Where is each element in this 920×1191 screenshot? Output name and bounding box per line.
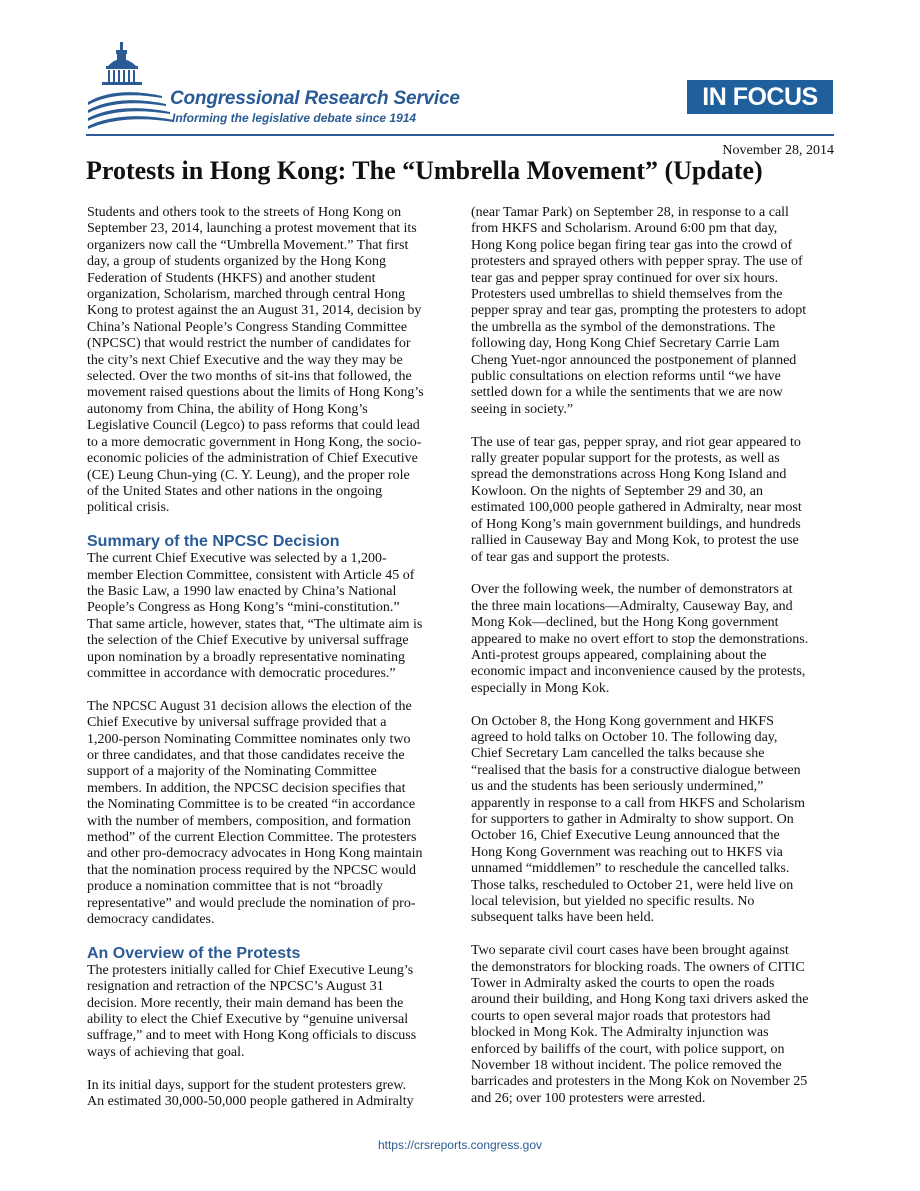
header-divider	[86, 134, 834, 136]
left-column	[87, 205, 449, 1127]
paragraph: The NPCSC August 31 decision allows the election of the Chief Executive by universal suffrage provided that a 1,200-person Nominating Committee nominates only two or three candidates, and that those candidates receive the support of a majority of the Nominating Committee members. In addition, the NPCSC decision specifies that the Nominating Committee is to be created “in accordance with the number of members, composition, and formation method” of the current Election Committee. The protesters and other pro-democracy advocates in Hong Kong maintain that the nomination process required by the NPCSC would produce a nomination committee that is not “broadly representative” and would preclude the nomination of pro- democracy candidates.	[87, 698, 423, 928]
paragraph: Two separate civil court cases have been brought against the demonstrators for blocking roads. The owners of CITIC Tower in Admiralty asked the courts to open the roads around their building, and Hong Kong taxi drivers asked the courts to open several major roads that protestors had blocked in Mong Kok. The Admiralty injunction was enforced by bailiffs of the court, with police support, on November 18 without incident. The police removed the barricades and protesters in the Mong Kok on November 25 and 26; over 100 protesters were arrested.	[471, 943, 809, 1106]
in-focus-badge: IN FOCUS	[687, 80, 833, 114]
paragraph: Students and others took to the streets of Hong Kong on September 23, 2014, launching a protest movement that its organizers now call the “Umbrella Movement.” That first day, a group of students organized by the Hong Kong Federation of Students (HKFS) and another student organization, Scholarism, marched through central Hong Kong to protest against the an August 31, 2014, decision by China’s National People’s Congress Standing Committee (NPCSC) that would restrict the number of candidates for the city’s next Chief Executive and the way they may be selected. Over the two months of sit-ins that followed, the movement raised questions about the limits of Hong Kong’s autonomy from China, the ability of Hong Kong’s Legislative Council (Legco) to pass reforms that could lead to a more democratic government in Hong Kong, the socio- economic policies of the administration of Chief Executive (CE) Leung Chun-ying (C. Y. Leung), and the proper role of the United States and other nations in the ongoing political crisis.	[87, 205, 424, 516]
capitol-dome-logo-icon	[86, 40, 176, 132]
paragraph: On October 8, the Hong Kong government and HKFS agreed to hold talks on October 10. The following day, Chief Secretary Lam cancelled the talks because she “realised that the basis for a constructive dialogue between us and the students has been seriously undermined,” apparently in response to a call from HKFS and Scholarism for supporters to gather in Admiralty to show support. On October 16, Chief Executive Leung announced that the Hong Kong Government was reaching out to HKFS via unnamed “middlemen” to reschedule the cancelled talks. Those talks, rescheduled to October 21, were held live on local television, but yielded no specific results. No subsequent talks have been held.	[471, 713, 805, 926]
paragraph: (near Tamar Park) on September 28, in response to a call from HKFS and Scholarism. Around 6:00 pm that day, Hong Kong police began firing tear gas into the crowd of protesters and sprayed others with pepper spray. The use of tear gas and pepper spray continued for over six hours. Protesters used umbrellas to shield themselves from the pepper spray and tear gas, prompting the protesters to adopt the umbrella as the symbol of the demonstrations. The following day, Hong Kong Chief Secretary Carrie Lam Cheng Yuet-ngor announced the postponement of planned public consultations on election reforms until “we have settled down for a while the sentiments that we are now seeing in society.”	[471, 205, 807, 417]
right-column	[471, 205, 835, 1124]
publication-date: November 28, 2014	[722, 143, 834, 158]
org-name: Congressional Research Service	[170, 88, 460, 109]
org-tagline: Informing the legislative debate since 1914	[172, 111, 417, 125]
page-title: Protests in Hong Kong: The “Umbrella Movement” (Update)	[86, 156, 763, 185]
paragraph: Over the following week, the number of demonstrators at the three main locations—Admiralty, Causeway Bay, and Mong Kok—declined, but the Hong Kong government appeared to make no overt effort to stop the demonstrations. Anti-protest groups appeared, complaining about the economic impact and inconvenience caused by the protests, especially in Mong Kok.	[471, 582, 809, 696]
paragraph: The use of tear gas, pepper spray, and riot gear appeared to rally greater popular support for the protests, as well as spread the demonstrations across Hong Kong Island and Kowloon. On the nights of September 29 and 30, an estimated 100,000 people gathered in Admiralty, near most of Hong Kong’s main government buildings, and hundreds rallied in Causeway Bay and Mong Kok, to protest the use of tear gas and support the protests.	[471, 434, 802, 565]
paragraph: The current Chief Executive was selected by a 1,200- member Election Committee, consistent with Article 45 of the Basic Law, a 1990 law enacted by China’s National People’s Congress as Hong Kong’s “mini-constitution.” That same article, however, states that, “The ultimate aim is the selection of the Chief Executive by universal suffrage upon nomination by a broadly representative nominating committee in accordance with democratic procedures.”	[87, 551, 423, 681]
paragraph: The protesters initially called for Chief Executive Leung’s resignation and retraction of the NPCSC’s August 31 decision. More recently, their main demand has been the ability to elect the Chief Executive by “genuine universal suffrage,” and to meet with Hong Kong officials to discuss ways of achieving that goal.	[87, 962, 417, 1060]
section-heading-overview: An Overview of the Protests	[87, 944, 301, 962]
footer-url-link[interactable]: https://crsreports.congress.gov	[377, 1138, 543, 1152]
section-heading-npcsc-decision: Summary of the NPCSC Decision	[87, 533, 340, 551]
paragraph: In its initial days, support for the student protesters grew. An estimated 30,000-50,000 people gathered in Admiralty	[87, 1077, 414, 1110]
